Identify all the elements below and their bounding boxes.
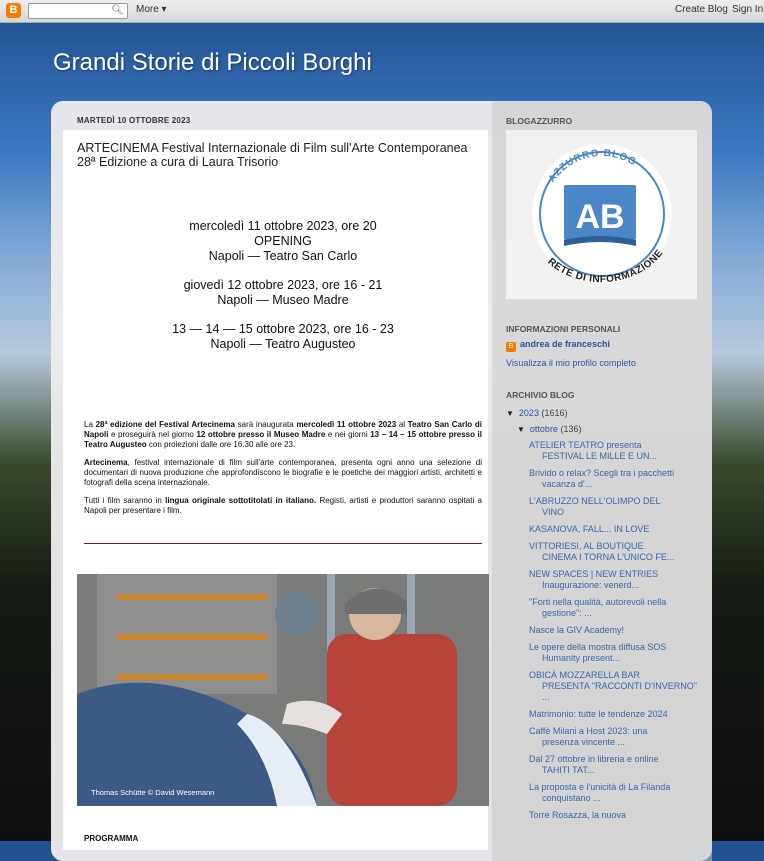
archive-post-list (529, 440, 697, 827)
archive-post-link[interactable]: Matrimonio: tutte le tendenze 2024 (529, 709, 668, 719)
archive-post-link[interactable]: Torre Rosazza, la nuova (529, 810, 627, 820)
blogger-logo-icon[interactable]: B (6, 3, 21, 18)
logo-top-text: AZZURRO BLOG (546, 147, 639, 185)
create-blog-link[interactable]: Create Blog (675, 4, 728, 15)
search-icon[interactable]: 🔍︎ (111, 5, 124, 16)
archive-post-link[interactable]: VITTORIESI, AL BOUTIQUE CINEMA I TORNA L'UNICO FE... (529, 541, 675, 562)
event-label: OPENING (254, 234, 312, 248)
search-input[interactable] (28, 3, 128, 19)
event-madre (77, 278, 489, 308)
profile-heading: INFORMAZIONI PERSONALI (506, 324, 621, 334)
post-title-line-1: ARTECINEMA Festival Internazionale di Film sull'Arte Contemporanea (77, 141, 468, 155)
post-title (77, 141, 477, 169)
archive-month-october[interactable] (517, 424, 581, 434)
archive-post-link[interactable]: Dal 27 ottobre in libreria e online TAHITI TAT... (529, 754, 659, 775)
archive-post-link[interactable]: La proposta e l'unicità di La Filanda conquistano ... (529, 782, 671, 803)
archive-post-link[interactable]: NEW SPACES | NEW ENTRIES Inaugurazione: venerd... (529, 569, 659, 590)
event-opening (77, 219, 489, 264)
archive-month-count: (136) (560, 424, 582, 434)
archive-post-link[interactable]: ATELIER TEATRO presenta FESTIVAL LE MILLE E UN... (529, 440, 658, 461)
paragraph-dates: La 28ª edizione del Festival Artecinema sarà inaugurata mercoledì 11 ottobre 2023 al Teatro San Carlo di Napoli e proseguirà nel giorno 12 ottobre presso il Museo Madre e nei giorni 13 – 14 – 15 ottobre presso il Teatro Augusteo con proiezioni dalle ore 16.30 alle ore 23. (84, 420, 483, 449)
event-venue: Napoli — Museo Madre (217, 293, 349, 307)
paragraph-festival: Artecinema, festival internazionale di film sull'arte contemporanea, presenta ogni anno una selezione di documentari di nuova produzione che approfondiscono le biografie e le poetiche dei maggiori artisti, architetti e fotografi della scena internazionale. (84, 458, 482, 487)
post-photo[interactable] (77, 574, 489, 806)
archive-post-link[interactable]: "Forti nella qualità, autorevoli nella gestione": ... (529, 597, 667, 618)
archive-year-2023[interactable] (506, 408, 567, 418)
archive-post-link[interactable]: OBICÀ MOZZARELLA BAR PRESENTA "RACCONTI D'INVERNO" ... (529, 670, 697, 702)
azzurro-blog-logo-icon (506, 130, 697, 299)
blog-title[interactable]: Grandi Storie di Piccoli Borghi (53, 49, 372, 76)
archive-year-label[interactable]: 2023 (518, 408, 539, 418)
profile-owner (506, 339, 610, 352)
event-date: giovedì 12 ottobre 2023, ore 16 - 21 (183, 278, 383, 292)
archive-post-link[interactable]: Brivido o relax? Scegli tra i pacchetti vacanza d'... (529, 468, 675, 489)
sign-in-link[interactable]: Sign In (732, 4, 764, 15)
post-title-line-2: 28ª Edizione a cura di Laura Trisorio (77, 155, 279, 169)
divider-line (84, 543, 482, 544)
more-menu-button[interactable]: More ▾ (136, 4, 167, 15)
archive-post-link[interactable]: L'ABRUZZO NELL'OLIMPO DEL VINO (529, 496, 661, 517)
post-description (84, 420, 482, 524)
artist-at-work-illustration (77, 574, 489, 806)
azzurro-blog-logo[interactable] (506, 130, 697, 299)
blogger-navbar (0, 0, 764, 23)
blogger-profile-icon: B (506, 342, 516, 352)
archive-month-label[interactable]: ottobre (529, 424, 558, 434)
archive-post-link[interactable]: KASANOVA, FALL... IN LOVE (529, 524, 650, 534)
blogazzurro-heading: BLOGAZZURRO (506, 116, 573, 126)
archive-post-link[interactable]: Caffè Milani a Host 2023: una presenza vincente ... (529, 726, 648, 747)
event-date: mercoledì 11 ottobre 2023, ore 20 (189, 219, 377, 233)
programma-heading: PROGRAMMA (84, 834, 139, 843)
triangle-down-icon[interactable]: ▼ (506, 409, 514, 418)
archive-heading: ARCHIVIO BLOG (506, 390, 575, 400)
paragraph-films: Tutti i film saranno in lingua originale sottotitolati in italiano. Registi, artisti e produttori saranno ospitati a Napoli per presentare i film. (84, 496, 483, 515)
event-augusteo (77, 322, 489, 352)
event-venue: Napoli — Teatro Augusteo (210, 337, 356, 351)
event-date: 13 — 14 — 15 ottobre 2023, ore 16 - 23 (172, 322, 394, 336)
logo-letters: AB (575, 198, 625, 236)
view-full-profile-link[interactable]: Visualizza il mio profilo completo (506, 358, 636, 368)
photo-caption: Thomas Schütte © David Wesemann (91, 788, 215, 797)
triangle-down-icon[interactable]: ▼ (517, 425, 525, 434)
archive-post-link[interactable]: Nasce la GIV Academy! (529, 625, 625, 635)
logo-bottom-text: RETE DI INFORMAZIONE (545, 247, 666, 286)
archive-post-link[interactable]: Le opere della mostra diffusa SOS Humanity present... (529, 642, 667, 663)
post-date-header: MARTEDÌ 10 OTTOBRE 2023 (77, 116, 191, 125)
event-venue: Napoli — Teatro San Carlo (208, 249, 358, 263)
profile-name-link[interactable]: andrea de franceschi (520, 339, 611, 349)
archive-year-count: (1616) (541, 408, 568, 418)
